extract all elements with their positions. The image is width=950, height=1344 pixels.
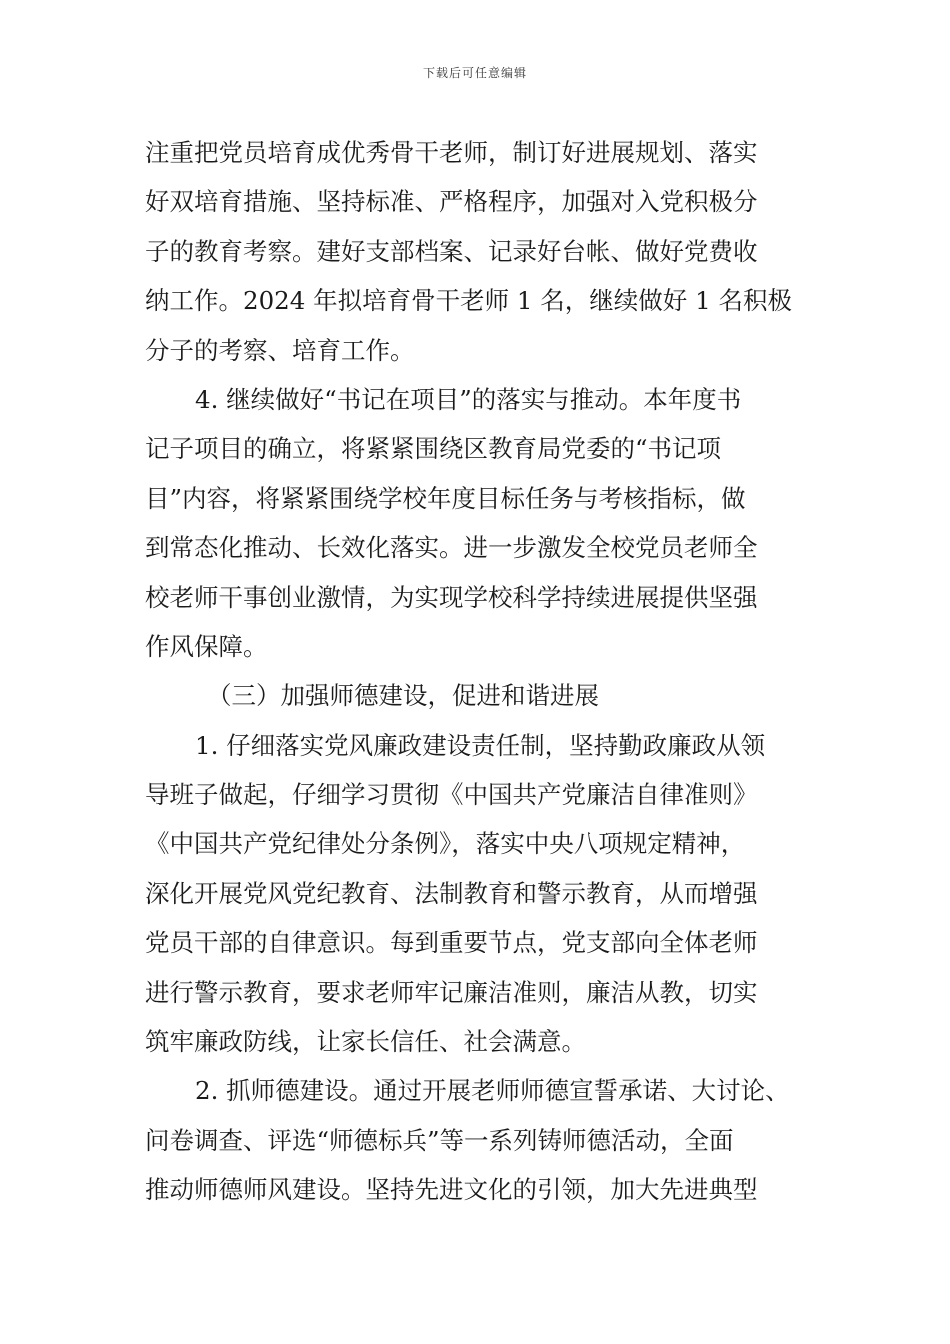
text-line: 分子的考察、培育工作。 [145,335,415,365]
text-line: 筑牢廉政防线，让家长信任、社会满意。 [145,1027,586,1057]
text-line: 1. 仔细落实党风廉政建设责任制，坚持勤政廉政从领 [195,730,766,760]
text-line: 进行警示教育，要求老师牢记廉洁准则，廉洁从教，切实 [145,977,758,1007]
text-line: 2. 抓师德建设。通过开展老师师德宣誓承诺、大讨论、 [195,1076,790,1106]
text-line: 《中国共产党纪律处分条例》，落实中央八项规定精神， [145,829,746,859]
text-line: 导班子做起，仔细学习贯彻《中国共产党廉洁自律准则》 [145,780,758,810]
text-line: 推动师德师风建设。坚持先进文化的引领，加大先进典型 [145,1175,758,1205]
text-line: 作风保障。 [145,631,268,661]
text-line: 好双培育措施、坚持标准、严格程序，加强对入党积极分 [145,187,758,217]
page-header: 下载后可任意编辑 [422,66,527,80]
section-heading: （三）加强师德建设，促进和谐进展 [207,681,599,711]
text-line: 党员干部的自律意识。每到重要节点，党支部向全体老师 [145,928,758,958]
text-line: 记子项目的确立，将紧紧围绕区教育局党委的“书记项 [145,434,722,464]
text-line: 深化开展党风党纪教育、法制教育和警示教育，从而增强 [145,878,758,908]
text-line: 注重把党员培育成优秀骨干老师，制订好进展规划、落实 [145,138,758,167]
text-line: 目”内容，将紧紧围绕学校年度目标任务与考核指标，做 [145,483,746,513]
text-line: 子的教育考察。建好支部档案、记录好台帐、做好党费收 [145,236,758,266]
document-body [145,128,835,1215]
text-line: 到常态化推动、长效化落实。进一步激发全校党员老师全 [145,533,758,563]
text-line: 问卷调查、评选“师德标兵”等一系列铸师德活动，全面 [145,1125,734,1155]
text-line: 4. 继续做好“书记在项目”的落实与推动。本年度书 [195,384,742,414]
text-line: 纳工作。2024 年拟培育骨干老师 1 名，继续做好 1 名积极 [145,286,792,316]
text-line: 校老师干事创业激情，为实现学校科学持续进展提供坚强 [145,582,758,612]
